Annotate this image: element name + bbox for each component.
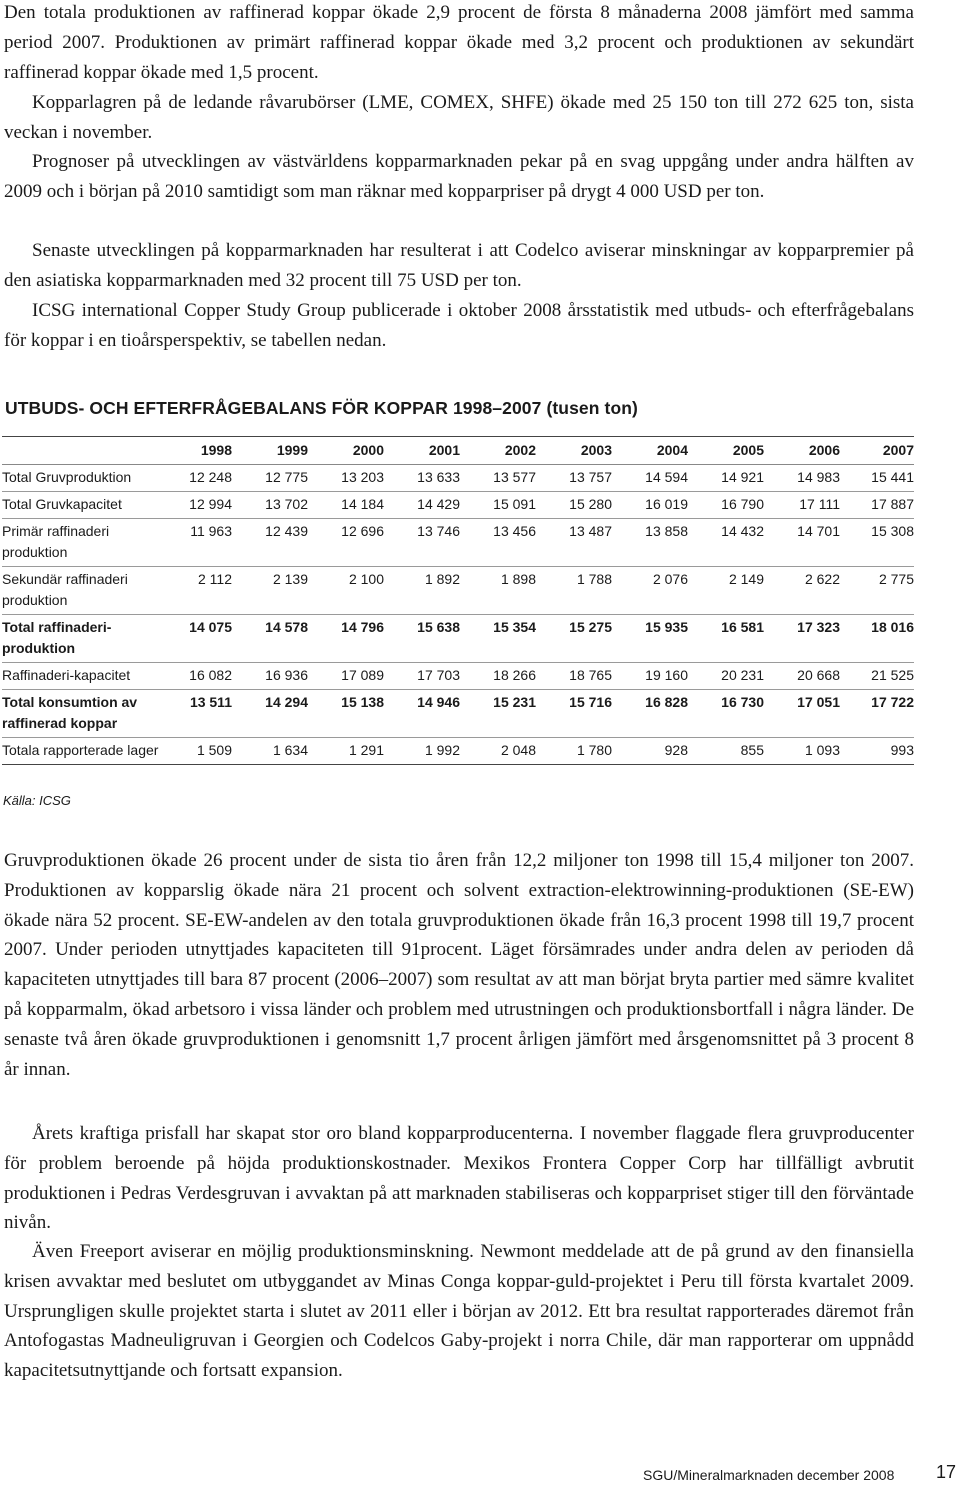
table-cell: 16 790 [688,492,764,519]
table-cell: 18 266 [460,663,536,690]
table-cell: 14 796 [308,615,384,663]
table-cell: 15 091 [460,492,536,519]
table-cell: 17 111 [764,492,840,519]
table-cell: 855 [688,738,764,765]
table-cell: 14 432 [688,519,764,567]
table-cell: 15 138 [308,690,384,738]
paragraph-mine-production: Gruvproduktionen ökade 26 procent under de sista tio åren från 12,2 miljoner ton 1998 till 15,4 miljoner ton 2007. Produktionen av kopparslig ökade nära 21 procent och solvent extraction-elektrowinning-produktionen (SE-EW) ökade nära 52 procent. SE-EW-andelen av den totala gruvproduktionen ökade från 16,3 procent 1998 till 19,7 procent 2007. Under perioden utnyttjades kapaciteten till 91procent. Läget försämrades under andra delen av perioden då kapaciteten utnyttjades till bara 87 procent (2006–2007) som resultat av att man börjat bryta partier med sämre kvalitet på kopparmalm, ökad arbetsoro i vissa länder och problem med utrustningen och produktionsbortfall i några länder. De senaste två åren ökade gruvproduktionen i genomsnitt 1,7 procent årligen jämfört med årsgenomsnittet på 3 procent 8 år innan. [4,850,914,1080]
table-cell: 19 160 [612,663,688,690]
table-source: Källa: ICSG [3,793,71,808]
table-cell: 16 019 [612,492,688,519]
table-cell: 2 076 [612,567,688,615]
table-cell: 1 898 [460,567,536,615]
table-cell: 17 887 [840,492,914,519]
table-cell: 2 775 [840,567,914,615]
table-cell: 1 780 [536,738,612,765]
balance-table [2,436,914,765]
table-cell: 14 946 [384,690,460,738]
table-cell: 14 578 [232,615,308,663]
table-cell: 11 963 [170,519,232,567]
paragraph-price-fall: Årets kraftiga prisfall har skapat stor oro bland kopparproducenterna. I november flaggade flera gruvproducenter för problem beroende på höjda produktionskostnader. Mexikos Frontera Copper Corp har tillfälligt avbrutit produktionen i Pedras Verdesgruvan i avvaktan på att marknaden stabiliseras och kopparpriset stiger till den förväntade nivån. [4,1123,914,1234]
table-cell: 13 456 [460,519,536,567]
table-cell: 13 577 [460,465,536,492]
year-header: 2000 [308,437,384,465]
table-unit: (tusen ton) [546,398,638,418]
paragraph-stocks: Kopparlagren på de ledande råvarubörser (LME, COMEX, SHFE) ökade med 25 150 ton till 272 625 ton, sista veckan i november. [4,92,914,143]
year-header: 1998 [170,437,232,465]
table-cell: 17 703 [384,663,460,690]
paragraph-production: Den totala produktionen av raffinerad koppar ökade 2,9 procent de första 8 månaderna 2008 jämfört med samma period 2007. Produktionen av primärt raffinerad koppar ökade med 3,2 procent och produktionen av sekundärt raffinerad koppar ökade med 1,5 procent. [4,2,914,83]
table-cell: 2 100 [308,567,384,615]
row-label: Totala rapporterade lager [2,738,170,765]
table-cell: 15 280 [536,492,612,519]
year-header: 2007 [840,437,914,465]
table-cell: 16 936 [232,663,308,690]
balance-table-container [2,436,914,765]
table-row [2,690,914,738]
table-cell: 16 082 [170,663,232,690]
table-cell: 2 149 [688,567,764,615]
table-title [5,398,638,419]
table-cell: 13 746 [384,519,460,567]
table-row [2,465,914,492]
table-cell: 14 701 [764,519,840,567]
table-cell: 13 203 [308,465,384,492]
table-cell: 13 511 [170,690,232,738]
page-number: 17 [936,1462,957,1482]
table-cell: 20 231 [688,663,764,690]
table-cell: 14 429 [384,492,460,519]
paragraph-freeport: Även Freeport aviserar en möjlig produktionsminskning. Newmont meddelade att de på grund av den finansiella krisen avvaktar med beslutet om utbyggandet av Minas Conga koppar-guld-projektet i Peru till första kvartalet 2009. Ursprungligen skulle projektet starta i slutet av 2011 eller i början av 2012. Ett bra resultat rapporterades däremot från Antofogastas Madneuligruvan i Georgien och Codelcos Gaby-projekt i norra Chile, där man rapporterar om uppnådd kapacitetsutnyttjande och fortsatt expansion. [4,1241,914,1382]
table-cell: 15 716 [536,690,612,738]
table-cell: 14 921 [688,465,764,492]
table-cell: 993 [840,738,914,765]
table-cell: 16 581 [688,615,764,663]
table-cell: 1 634 [232,738,308,765]
table-cell: 17 323 [764,615,840,663]
row-label: Total Gruvproduktion [2,465,170,492]
table-row [2,492,914,519]
table-cell: 13 858 [612,519,688,567]
table-cell: 20 668 [764,663,840,690]
paragraph-forecast: Prognoser på utvecklingen av västvärldens kopparmarknaden pekar på en svag uppgång under andra hälften av 2009 och i början på 2010 samtidigt som man räknar med kopparpriser på drygt 4 000 USD per ton. [4,151,914,202]
table-row [2,663,914,690]
table-row [2,615,914,663]
table-cell: 1 093 [764,738,840,765]
table-cell: 12 775 [232,465,308,492]
footer-publication: SGU/Mineralmarknaden december 2008 [643,1467,895,1483]
paragraph-icsg: ICSG international Copper Study Group publicerade i oktober 2008 årsstatistik med utbuds- och efterfrågebalans för koppar i en tioårsperspektiv, se tabellen nedan. [4,300,914,351]
table-cell: 16 730 [688,690,764,738]
table-cell: 12 248 [170,465,232,492]
row-label: Total raffinaderi-produktion [2,615,170,663]
table-cell: 13 487 [536,519,612,567]
table-cell: 12 994 [170,492,232,519]
year-header: 2003 [536,437,612,465]
table-cell: 15 638 [384,615,460,663]
row-label: Total Gruvkapacitet [2,492,170,519]
table-cell: 12 439 [232,519,308,567]
year-header: 1999 [232,437,308,465]
header-label-cell [2,437,170,465]
table-cell: 16 828 [612,690,688,738]
row-label: Primär raffinaderi produktion [2,519,170,567]
table-cell: 12 696 [308,519,384,567]
table-cell: 928 [612,738,688,765]
table-cell: 13 757 [536,465,612,492]
table-cell: 17 089 [308,663,384,690]
table-cell: 14 184 [308,492,384,519]
table-cell: 15 354 [460,615,536,663]
table-title-text: UTBUDS- OCH EFTERFRÅGEBALANS FÖR KOPPAR 1998–2007 [5,398,542,418]
table-cell: 13 633 [384,465,460,492]
paragraph-codelco: Senaste utvecklingen på kopparmarknaden har resulterat i att Codelco aviserar minskningar av kopparpremier på den asiatiska kopparmarknaden med 32 procent till 75 USD per ton. [4,240,914,291]
table-row [2,567,914,615]
table-cell: 15 935 [612,615,688,663]
year-header: 2004 [612,437,688,465]
table-cell: 15 308 [840,519,914,567]
row-label: Sekundär raffinaderi produktion [2,567,170,615]
table-cell: 14 983 [764,465,840,492]
table-cell: 1 788 [536,567,612,615]
year-header: 2005 [688,437,764,465]
table-cell: 1 992 [384,738,460,765]
table-cell: 15 275 [536,615,612,663]
table-row [2,519,914,567]
table-cell: 15 231 [460,690,536,738]
table-cell: 15 441 [840,465,914,492]
table-cell: 1 291 [308,738,384,765]
table-cell: 2 048 [460,738,536,765]
table-cell: 2 112 [170,567,232,615]
row-label: Raffinaderi-kapacitet [2,663,170,690]
table-cell: 17 051 [764,690,840,738]
table-cell: 1 509 [170,738,232,765]
table-header-row [2,437,914,465]
year-header: 2001 [384,437,460,465]
row-label: Total konsumtion av raffinerad koppar [2,690,170,738]
table-cell: 21 525 [840,663,914,690]
year-header: 2006 [764,437,840,465]
table-cell: 18 016 [840,615,914,663]
table-cell: 2 622 [764,567,840,615]
table-cell: 18 765 [536,663,612,690]
table-cell: 1 892 [384,567,460,615]
table-cell: 14 075 [170,615,232,663]
year-header: 2002 [460,437,536,465]
table-cell: 13 702 [232,492,308,519]
table-row [2,738,914,765]
table-cell: 14 294 [232,690,308,738]
table-cell: 2 139 [232,567,308,615]
table-cell: 17 722 [840,690,914,738]
table-cell: 14 594 [612,465,688,492]
